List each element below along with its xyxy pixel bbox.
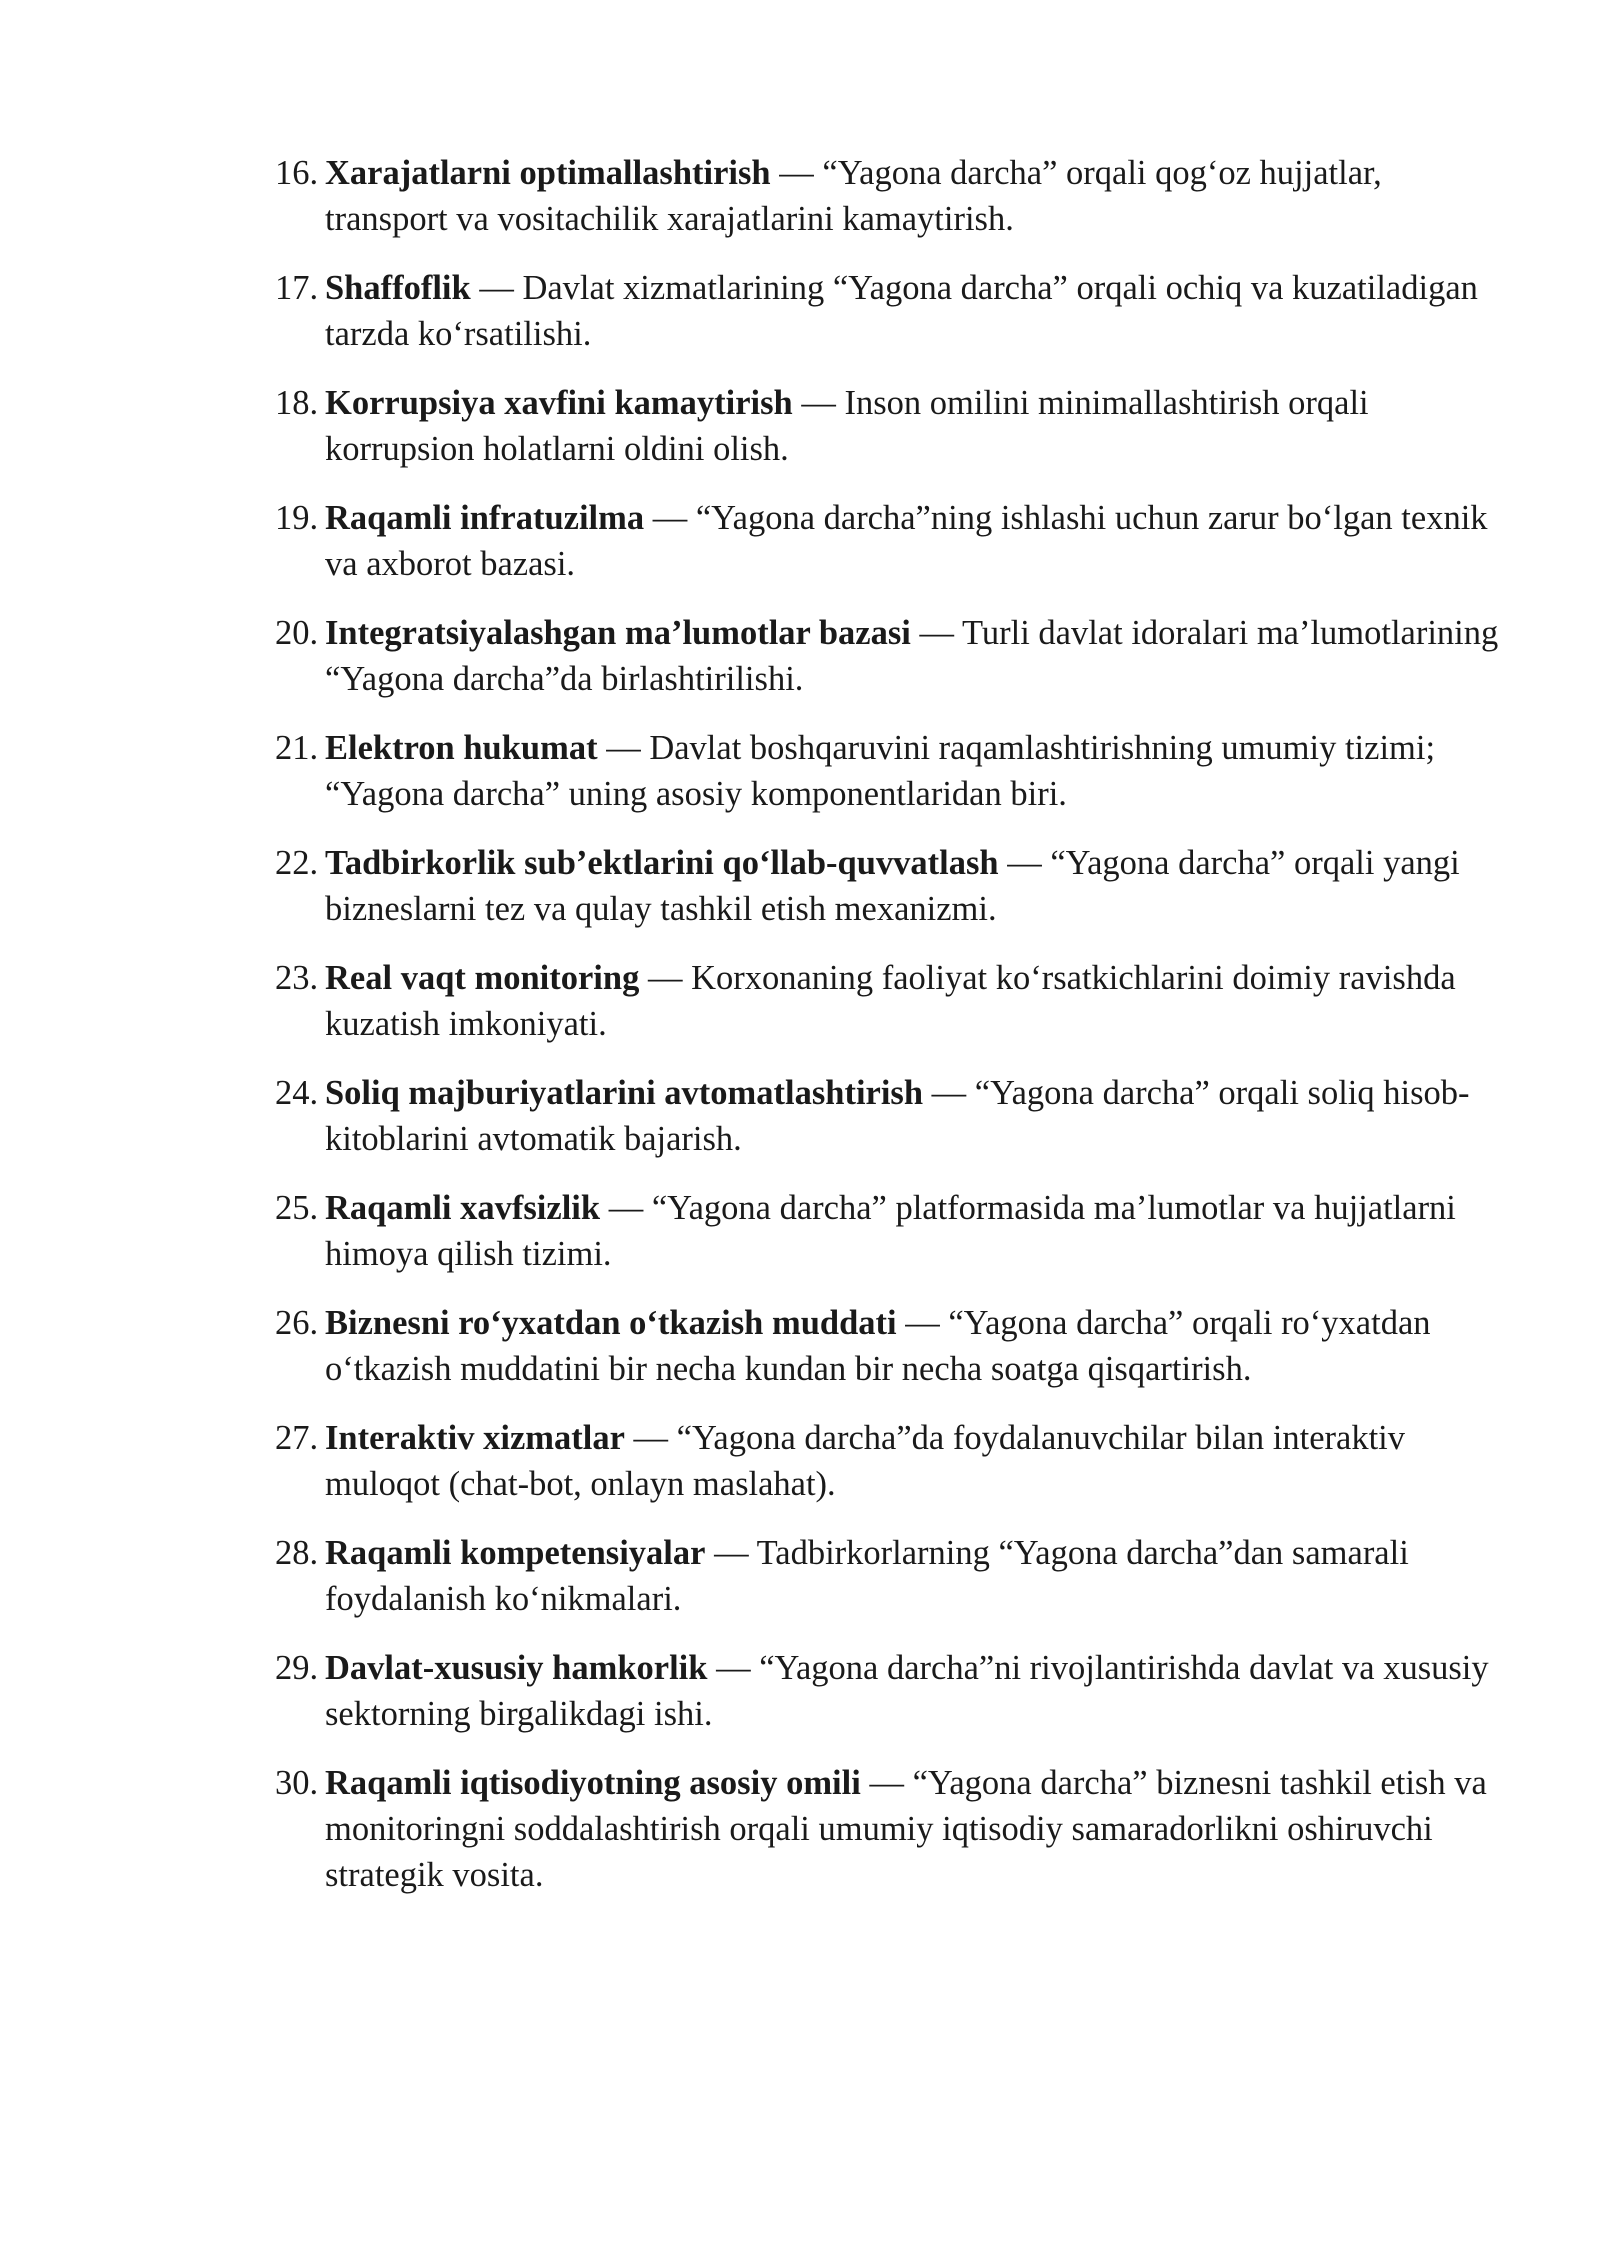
term-definition: — Tadbirkorlarning “Yagona darcha”dan samarali foydalanish ko‘nikmalari. xyxy=(325,1534,1409,1618)
list-item xyxy=(275,725,1500,817)
term-title: Korrupsiya xavfini kamaytirish xyxy=(325,384,793,422)
term-title: Elektron hukumat xyxy=(325,729,598,767)
term-title: Raqamli xavfsizlik xyxy=(325,1189,601,1227)
item-number: 29. xyxy=(275,1649,319,1687)
term-title: Davlat-xususiy hamkorlik xyxy=(325,1649,708,1687)
term-title: Xarajatlarni optimallashtirish xyxy=(325,154,771,192)
term-title: Tadbirkorlik sub’ektlarini qo‘llab-quvvatlash xyxy=(325,844,999,882)
list-item xyxy=(275,380,1500,472)
term-definition: — “Yagona darcha”da foydalanuvchilar bilan interaktiv muloqot (chat-bot, onlayn maslahat). xyxy=(325,1419,1406,1503)
item-number: 19. xyxy=(275,499,319,537)
item-number: 28. xyxy=(275,1534,319,1572)
term-definition: — Turli davlat idoralari ma’lumotlarining “Yagona darcha”da birlashtirilishi. xyxy=(325,614,1499,698)
item-number: 27. xyxy=(275,1419,319,1457)
item-number: 30. xyxy=(275,1764,319,1802)
list-item xyxy=(275,1300,1500,1392)
term-definition: — “Yagona darcha”ning ishlashi uchun zarur bo‘lgan texnik va axborot bazasi. xyxy=(325,499,1488,583)
term-definition: — “Yagona darcha” orqali qog‘oz hujjatlar, transport va vositachilik xarajatlarini kamaytirish. xyxy=(325,154,1382,238)
list-item xyxy=(275,1645,1500,1737)
term-title: Raqamli infratuzilma xyxy=(325,499,645,537)
term-title: Soliq majburiyatlarini avtomatlashtirish xyxy=(325,1074,924,1112)
term-definition: — Korxonaning faoliyat ko‘rsatkichlarini doimiy ravishda kuzatish imkoniyati. xyxy=(325,959,1456,1043)
item-number: 22. xyxy=(275,844,319,882)
item-number: 24. xyxy=(275,1074,319,1112)
list-item xyxy=(275,1070,1500,1162)
list-item xyxy=(275,1415,1500,1507)
list-item xyxy=(275,1760,1500,1898)
list-item xyxy=(275,495,1500,587)
term-definition: — “Yagona darcha” orqali ro‘yxatdan o‘tkazish muddatini bir necha kundan bir necha soatga qisqartirish. xyxy=(325,1304,1431,1388)
term-definition: — “Yagona darcha” orqali yangi bizneslarni tez va qulay tashkil etish mexanizmi. xyxy=(325,844,1460,928)
list-item xyxy=(275,955,1500,1047)
item-number: 25. xyxy=(275,1189,319,1227)
list-item xyxy=(275,1530,1500,1622)
item-number: 23. xyxy=(275,959,319,997)
item-number: 20. xyxy=(275,614,319,652)
term-definition: — “Yagona darcha” orqali soliq hisob-kitoblarini avtomatik bajarish. xyxy=(325,1074,1470,1158)
term-definition: — Inson omilini minimallashtirish orqali korrupsion holatlarni oldini olish. xyxy=(325,384,1369,468)
item-number: 26. xyxy=(275,1304,319,1342)
term-title: Biznesni ro‘yxatdan o‘tkazish muddati xyxy=(325,1304,897,1342)
list-item xyxy=(275,150,1500,242)
term-title: Integratsiyalashgan ma’lumotlar bazasi xyxy=(325,614,911,652)
list-item xyxy=(275,1185,1500,1277)
item-number: 18. xyxy=(275,384,319,422)
item-number: 21. xyxy=(275,729,319,767)
term-title: Interaktiv xizmatlar xyxy=(325,1419,625,1457)
term-title: Raqamli kompetensiyalar xyxy=(325,1534,706,1572)
list-item xyxy=(275,840,1500,932)
list-item xyxy=(275,610,1500,702)
item-number: 16. xyxy=(275,154,319,192)
term-title: Shaffoflik xyxy=(325,269,471,307)
term-title: Raqamli iqtisodiyotning asosiy omili xyxy=(325,1764,861,1802)
term-definition: — “Yagona darcha” platformasida ma’lumotlar va hujjatlarni himoya qilish tizimi. xyxy=(325,1189,1456,1273)
term-definition: — Davlat boshqaruvini raqamlashtirishning umumiy tizimi; “Yagona darcha” uning asosiy komponentlaridan biri. xyxy=(325,729,1436,813)
list-item xyxy=(275,265,1500,357)
term-title: Real vaqt monitoring xyxy=(325,959,640,997)
term-definition: — Davlat xizmatlarining “Yagona darcha” orqali ochiq va kuzatiladigan tarzda ko‘rsatilishi. xyxy=(325,269,1478,353)
glossary-list xyxy=(275,150,1500,1921)
term-definition: — “Yagona darcha” biznesni tashkil etish va monitoringni soddalashtirish orqali umumiy iqtisodiy samaradorlikni oshiruvchi strategik vosita. xyxy=(325,1764,1487,1894)
item-number: 17. xyxy=(275,269,319,307)
term-definition: — “Yagona darcha”ni rivojlantirishda davlat va xususiy sektorning birgalikdagi ishi. xyxy=(325,1649,1489,1733)
